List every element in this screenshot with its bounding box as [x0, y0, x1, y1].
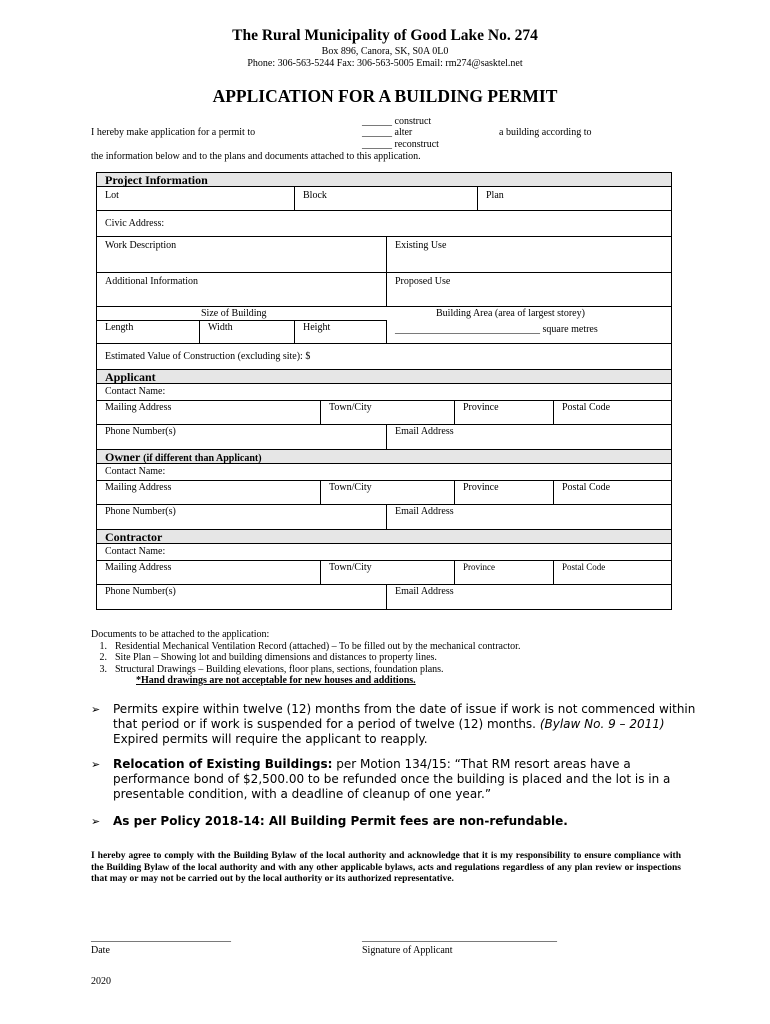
- contractor-mailing-field[interactable]: [97, 561, 320, 584]
- bylaw-reference: (Bylaw No. 9 – 2011): [539, 717, 665, 731]
- proposed-use-label: Proposed Use: [395, 276, 451, 287]
- work-description-field[interactable]: [97, 237, 386, 272]
- contractor-postal-label: Postal Code: [562, 562, 606, 572]
- owner-phone-label: Phone Number(s): [105, 506, 176, 517]
- arrow-bullet-icon: ➢: [91, 815, 101, 828]
- owner-email-field[interactable]: [386, 505, 671, 529]
- applicant-heading: Applicant: [97, 370, 671, 384]
- owner-province-label: Province: [463, 482, 499, 493]
- owner-heading-sub: (if different than Applicant): [143, 453, 262, 464]
- contractor-heading: Contractor: [97, 530, 671, 544]
- date-label: Date: [91, 945, 110, 956]
- project-information-section: [96, 172, 672, 610]
- lot-label: Lot: [105, 190, 119, 201]
- list-item: [91, 641, 520, 653]
- applicant-contact-field[interactable]: [97, 384, 671, 400]
- applicant-town-field[interactable]: [320, 401, 454, 424]
- estimated-value-field[interactable]: [97, 344, 671, 369]
- owner-phone-field[interactable]: [97, 505, 386, 529]
- contractor-email-label: Email Address: [395, 586, 454, 597]
- intro-lead: I hereby make application for a permit to: [91, 127, 256, 138]
- plan-label: Plan: [486, 190, 504, 201]
- owner-email-label: Email Address: [395, 506, 454, 517]
- block-label: Block: [303, 190, 327, 201]
- block-field[interactable]: [294, 187, 477, 210]
- option-construct[interactable]: ______ construct: [362, 116, 432, 127]
- owner-heading-text: Owner: [105, 450, 141, 464]
- intro-trail: a building according to: [499, 127, 592, 138]
- width-field[interactable]: [199, 321, 294, 343]
- relocation-bullet: [91, 757, 711, 802]
- option-alter[interactable]: ______ alter: [362, 127, 413, 138]
- item-text: Site Plan – Showing lot and building dimensions and distances to property lines.: [115, 652, 437, 663]
- relocation-text: per Motion 134/15: “That RM resort areas have a performance bond of $2,500.00 to be refunded once the building is placed and the lot is in a presentable condition, with a deadline of cleanup of one year.”: [113, 757, 671, 801]
- applicant-mailing-field[interactable]: [97, 401, 320, 424]
- applicant-mailing-label: Mailing Address: [105, 402, 172, 413]
- signature-line[interactable]: _______________________________________: [362, 932, 557, 943]
- form-year: 2020: [91, 976, 111, 987]
- length-field[interactable]: [97, 321, 199, 343]
- contractor-province-field[interactable]: [454, 561, 553, 584]
- applicant-email-label: Email Address: [395, 426, 454, 437]
- municipality-title: The Rural Municipality of Good Lake No. 274: [232, 27, 538, 44]
- contractor-contact-label: Contact Name:: [105, 546, 166, 557]
- proposed-use-field[interactable]: [386, 273, 671, 306]
- municipality-address: Box 896, Canora, SK, S0A 0L0: [321, 46, 449, 57]
- contractor-phone-label: Phone Number(s): [105, 586, 176, 597]
- width-label: Width: [208, 322, 233, 333]
- signature-label: Signature of Applicant: [362, 945, 453, 956]
- owner-postal-label: Postal Code: [562, 482, 611, 493]
- policy-bullet: [91, 814, 711, 829]
- building-area-line: _____________________________ square metres: [395, 324, 598, 335]
- contractor-mailing-label: Mailing Address: [105, 562, 172, 573]
- date-line[interactable]: ____________________________: [91, 932, 231, 943]
- applicant-postal-field[interactable]: [553, 401, 671, 424]
- applicant-postal-label: Postal Code: [562, 402, 611, 413]
- length-label: Length: [105, 322, 134, 333]
- arrow-bullet-icon: ➢: [91, 703, 101, 716]
- item-text: Structural Drawings – Building elevations, floor plans, sections, foundation plans.: [115, 663, 444, 675]
- owner-contact-label: Contact Name:: [105, 466, 166, 477]
- list-item: [91, 664, 520, 676]
- height-label: Height: [303, 322, 331, 333]
- applicant-phone-field[interactable]: [97, 425, 386, 449]
- contractor-town-label: Town/City: [329, 562, 372, 573]
- documents-list: [91, 629, 520, 687]
- owner-town-field[interactable]: [320, 481, 454, 504]
- option-reconstruct[interactable]: ______ reconstruct: [362, 139, 439, 150]
- contractor-postal-field[interactable]: [553, 561, 671, 584]
- owner-town-label: Town/City: [329, 482, 372, 493]
- estimated-value-label: Estimated Value of Construction (excluding site): $: [105, 351, 311, 362]
- item-number: 3.: [99, 663, 107, 675]
- documents-heading: Documents to be attached to the application:: [91, 629, 270, 640]
- owner-heading: [97, 450, 671, 464]
- item-number: 1.: [99, 640, 107, 652]
- owner-contact-field[interactable]: [97, 464, 671, 480]
- municipality-contact: Phone: 306-563-5244 Fax: 306-563-5005 Email: rm274@sasktel.net: [247, 58, 523, 69]
- existing-use-field[interactable]: [386, 237, 671, 272]
- agreement-statement: I hereby agree to comply with the Building Bylaw of the local authority and acknowledge that it is my responsibility to ensure compliance with the Building Bylaw of the local authority and with any other applicable bylaws, acts and regulations regardless of any plan review or inspections that may or may not be carried out by the local authority or its authorized representative.: [91, 851, 681, 885]
- additional-information-field[interactable]: [97, 273, 386, 306]
- applicant-town-label: Town/City: [329, 402, 372, 413]
- form-title: APPLICATION FOR A BUILDING PERMIT: [212, 86, 558, 106]
- applicant-contact-label: Contact Name:: [105, 386, 166, 397]
- additional-information-label: Additional Information: [105, 276, 199, 287]
- contractor-email-field[interactable]: [386, 585, 671, 609]
- applicant-email-field[interactable]: [386, 425, 671, 449]
- work-description-label: Work Description: [105, 240, 177, 251]
- owner-province-field[interactable]: [454, 481, 553, 504]
- contractor-phone-field[interactable]: [97, 585, 386, 609]
- relocation-heading: Relocation of Existing Buildings:: [113, 757, 333, 771]
- policy-text: As per Policy 2018-14: All Building Permit fees are non-refundable.: [113, 814, 568, 828]
- civic-address-label: Civic Address:: [105, 218, 165, 229]
- height-field[interactable]: [294, 321, 386, 343]
- lot-field[interactable]: [97, 187, 294, 210]
- owner-mailing-field[interactable]: [97, 481, 320, 504]
- contractor-town-field[interactable]: [320, 561, 454, 584]
- permit-expiry-bullet: [91, 702, 711, 747]
- item-number: 2.: [99, 652, 107, 663]
- list-item: [91, 652, 520, 664]
- arrow-bullet-icon: ➢: [91, 758, 101, 771]
- project-heading: Project Information: [97, 173, 671, 187]
- intro-line2: the information below and to the plans and documents attached to this application.: [91, 151, 421, 162]
- contractor-contact-field[interactable]: [97, 544, 671, 560]
- building-area-field[interactable]: [386, 320, 671, 343]
- owner-mailing-label: Mailing Address: [105, 482, 172, 493]
- item-text: Residential Mechanical Ventilation Record (attached) – To be filled out by the mechanical contractor.: [115, 640, 521, 652]
- size-of-building-label: Size of Building: [201, 308, 267, 319]
- contractor-province-label: Province: [463, 562, 495, 572]
- dimension-cells: [97, 320, 386, 343]
- permit-expiry-text: Permits expire within twelve (12) months from the date of issue if work is not commenced within that period or if work is suspended for a period of twelve (12) months.: [113, 702, 696, 731]
- plan-field[interactable]: [477, 187, 671, 210]
- building-area-label: Building Area (area of largest storey): [436, 308, 585, 319]
- applicant-province-field[interactable]: [454, 401, 553, 424]
- applicant-province-label: Province: [463, 402, 499, 413]
- owner-postal-field[interactable]: [553, 481, 671, 504]
- hand-drawings-note: *Hand drawings are not acceptable for new houses and additions.: [136, 675, 416, 686]
- applicant-phone-label: Phone Number(s): [105, 426, 176, 437]
- civic-address-field[interactable]: [97, 211, 671, 236]
- existing-use-label: Existing Use: [395, 240, 447, 251]
- permit-expiry-reapply: Expired permits will require the applicant to reapply.: [113, 732, 428, 746]
